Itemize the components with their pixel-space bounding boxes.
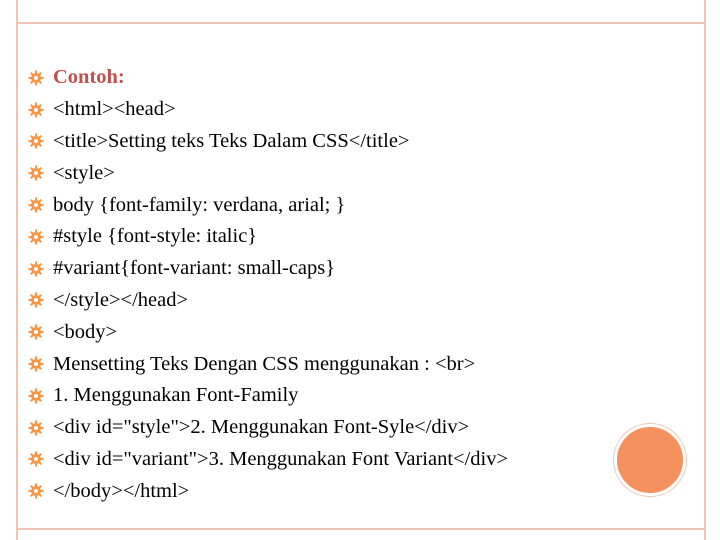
list-item [28,316,508,348]
gear-icon [28,324,44,340]
code-line: Mensetting Teks Dengan CSS menggunakan : <br> [53,352,476,375]
list-item [28,221,508,253]
bullet-list [28,62,508,507]
list-item-heading [28,62,508,94]
code-line: <div id="style">2. Menggunakan Font-Syle</div> [53,416,470,439]
frame-bottom-line [16,528,706,530]
gear-icon [28,451,44,467]
gear-icon [28,420,44,436]
code-line: <html><head> [53,98,176,121]
list-item [28,380,508,412]
gear-icon [28,388,44,404]
code-line: <style> [53,161,115,184]
gear-icon [28,197,44,213]
gear-icon [28,133,44,149]
list-item [28,285,508,317]
gear-icon [28,483,44,499]
gear-icon [28,356,44,372]
list-item [28,253,508,285]
slide-heading: Contoh: [53,66,125,89]
gear-icon [28,261,44,277]
frame-top-line [16,22,706,24]
gear-icon [28,70,44,86]
list-item [28,348,508,380]
list-item [28,157,508,189]
list-item [28,412,508,444]
list-item [28,189,508,221]
decorative-circle [614,424,686,496]
list-item [28,444,508,476]
code-line: #variant{font-variant: small-caps} [53,257,336,280]
gear-icon [28,102,44,118]
code-line: body {font-family: verdana, arial; } [53,193,346,216]
code-line: <title>Setting teks Teks Dalam CSS</title> [53,129,410,152]
list-item [28,475,508,507]
code-line: 1. Menggunakan Font-Family [53,384,299,407]
list-item [28,94,508,126]
list-item [28,126,508,158]
code-line: </style></head> [53,288,189,311]
code-line: #style {font-style: italic} [53,225,258,248]
gear-icon [28,229,44,245]
code-line: </body></html> [53,479,190,502]
gear-icon [28,292,44,308]
code-line: <body> [53,320,118,343]
gear-icon [28,165,44,181]
code-line: <div id="variant">3. Menggunakan Font Variant</div> [53,447,509,470]
